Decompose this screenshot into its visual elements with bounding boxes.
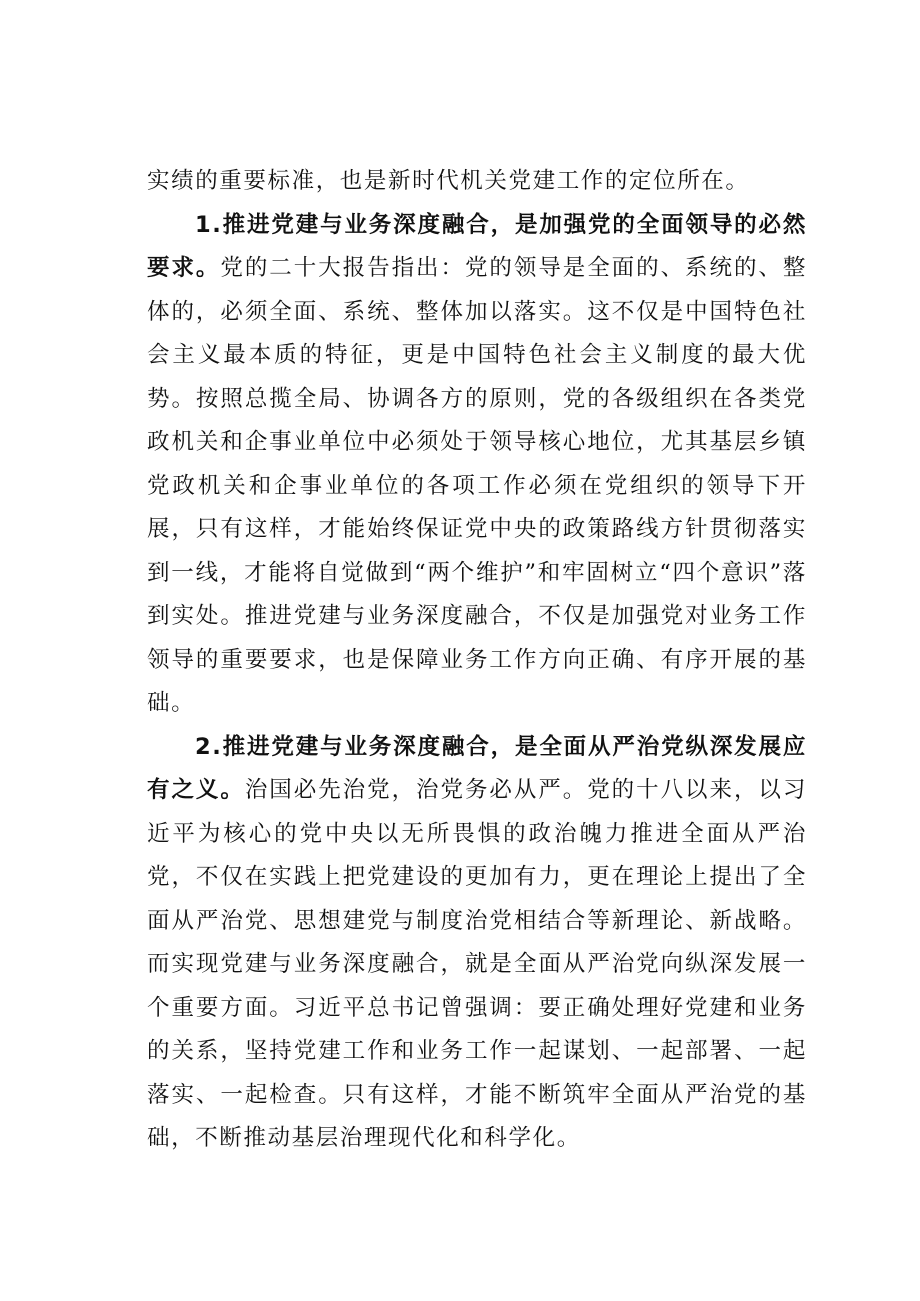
paragraph-text: 党的二十大报告指出：党的领导是全面的、系统的、整体的，必须全面、系统、整体加以落实。这不仅是中国特色社会主义最本质的特征，更是中国特色社会主义制度的最大优势。按照总揽全局、协调各方的原则，党的各级组织在各类党政机关和企事业单位中必须处于领导核心地位，尤其基层乡镇党政机关和企事业单位的各项工作必须在党组织的领导下开展，只有这样，才能始终保证党中央的政策路线方针贯彻落实到一线，才能将自觉做到“两个维护”和牢固树立“四个意识”落到实处。推进党建与业务深度融合，不仅是加强党对业务工作领导的重要要求，也是保障业务工作方向正确、有序开展的基础。	[147, 255, 807, 716]
paragraph-continuation	[147, 160, 807, 204]
paragraph-section-1	[147, 204, 807, 726]
paragraph-heading: 2.推进党建与业务深度融合，是全面从严治党纵深发展应有之义。	[147, 733, 807, 803]
paragraph-text: 实绩的重要标准，也是新时代机关党建工作的定位所在。	[147, 168, 750, 194]
paragraph-heading: 1.推进党建与业务深度融合，是加强党的全面领导的必然要求。	[147, 211, 807, 281]
paragraph-section-2	[147, 726, 807, 1161]
document-body	[147, 160, 807, 1161]
paragraph-text: 治国必先治党，治党务必从严。党的十八以来，以习近平为核心的党中央以无所畏惧的政治魄力推进全面从严治党，不仅在实践上把党建设的更加有力，更在理论上提出了全面从严治党、思想建党与制度治党相结合等新理论、新战略。而实现党建与业务深度融合，就是全面从严治党向纵深发展一个重要方面。习近平总书记曾强调：要正确处理好党建和业务的关系，坚持党建工作和业务工作一起谋划、一起部署、一起落实、一起检查。只有这样，才能不断筑牢全面从严治党的基础，不断推动基层治理现代化和科学化。	[147, 777, 807, 1151]
